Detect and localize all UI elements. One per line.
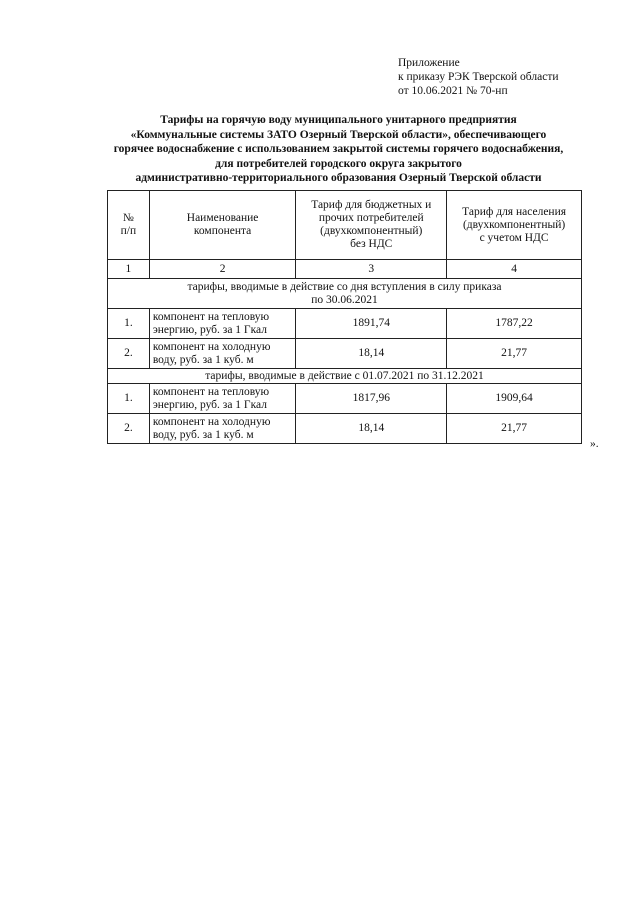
population-tariff-value: 21,77	[447, 339, 582, 369]
appendix-header	[398, 56, 559, 98]
section-heading: тарифы, вводимые в действие со дня вступления в силу приказа по 30.06.2021	[108, 279, 582, 309]
title-line-5: административно-территориального образования Озерный Тверской области	[135, 172, 542, 184]
column-number: 4	[447, 260, 582, 279]
section-heading-row	[108, 369, 582, 384]
title-line-4: для потребителей городского округа закрытого	[215, 157, 462, 170]
component-name: компонент на тепловую энергию, руб. за 1 Гкал	[149, 384, 296, 414]
budget-tariff-value: 18,14	[296, 339, 447, 369]
table-row	[108, 414, 582, 444]
component-name: компонент на холодную воду, руб. за 1 куб. м	[149, 414, 296, 444]
title-line-2: «Коммунальные системы ЗАТО Озерный Тверской области», обеспечивающего	[130, 128, 547, 141]
population-tariff-value: 21,77	[447, 414, 582, 444]
section-heading: тарифы, вводимые в действие с 01.07.2021 по 31.12.2021	[108, 369, 582, 384]
row-number: 1.	[108, 384, 150, 414]
header-population-tariff: Тариф для населения (двухкомпонентный) с учетом НДС	[447, 191, 582, 260]
title-line-3: горячее водоснабжение с использованием закрытой системы горячего водоснабжения,	[113, 143, 564, 155]
header-number: № п/п	[108, 191, 150, 260]
budget-tariff-value: 1817,96	[296, 384, 447, 414]
table-row	[108, 339, 582, 369]
row-number: 1.	[108, 309, 150, 339]
closing-quote-mark: ».	[590, 438, 599, 450]
appendix-order-date: от 10.06.2021 № 70-нп	[398, 85, 508, 97]
population-tariff-value: 1909,64	[447, 384, 582, 414]
title-line-1: Тарифы на горячую воду муниципального унитарного предприятия	[160, 114, 517, 126]
row-number: 2.	[108, 414, 150, 444]
row-number: 2.	[108, 339, 150, 369]
budget-tariff-value: 1891,74	[296, 309, 447, 339]
section-heading-row	[108, 279, 582, 309]
column-number: 1	[108, 260, 150, 279]
column-number-row	[108, 260, 582, 279]
component-name: компонент на холодную воду, руб. за 1 куб. м	[149, 339, 296, 369]
appendix-label: Приложение	[398, 57, 460, 69]
document-title	[96, 113, 581, 186]
table-row	[108, 309, 582, 339]
component-name: компонент на тепловую энергию, руб. за 1 Гкал	[149, 309, 296, 339]
appendix-order-ref: к приказу РЭК Тверской области	[398, 71, 559, 83]
column-number: 2	[149, 260, 296, 279]
header-component-name: Наименование компонента	[149, 191, 296, 260]
tariff-table	[107, 190, 582, 444]
table-header-row	[108, 191, 582, 260]
column-number: 3	[296, 260, 447, 279]
budget-tariff-value: 18,14	[296, 414, 447, 444]
header-budget-tariff: Тариф для бюджетных и прочих потребителей (двухкомпонентный) без НДС	[296, 191, 447, 260]
table-row	[108, 384, 582, 414]
population-tariff-value: 1787,22	[447, 309, 582, 339]
